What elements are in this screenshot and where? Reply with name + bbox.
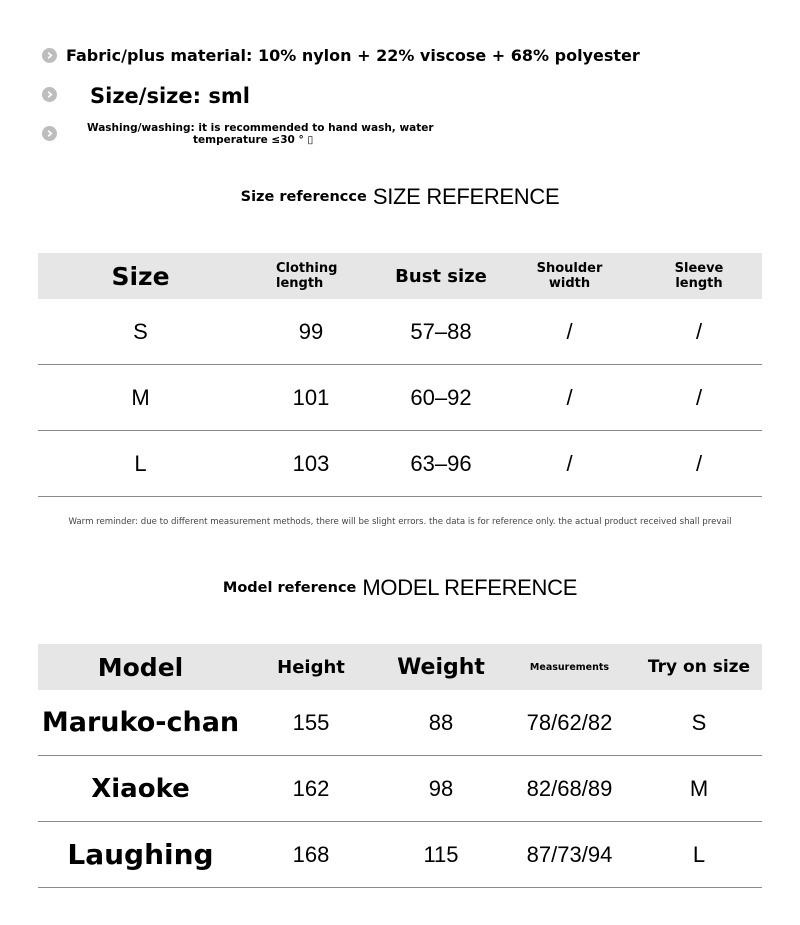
header-clothing-length-text: Clothing length (276, 261, 338, 291)
header-shoulder-width (503, 253, 636, 299)
header-weight: Weight (379, 644, 503, 690)
size-reference-title (0, 184, 800, 210)
size-table-header (38, 253, 762, 299)
model-name-cell: Xiaoke (38, 756, 243, 822)
measurements-cell: 87/73/94 (503, 822, 636, 888)
table-row (38, 431, 762, 497)
size-cell: S (38, 299, 243, 365)
warm-reminder: Warm reminder: due to different measurement methods, there will be slight errors. the data is for reference only. the actual product received shall prevail (68, 517, 732, 527)
size-spec: Size/size: sml (90, 84, 250, 108)
height-cell: 168 (243, 822, 379, 888)
bust-size-cell: 57–88 (379, 299, 503, 365)
clothing-length-cell: 101 (243, 365, 379, 431)
model-reference-title-big: MODEL REFERENCE (362, 575, 578, 600)
size-table (38, 253, 762, 497)
weight-cell: 88 (379, 690, 503, 756)
shoulder-width-cell: / (503, 299, 636, 365)
height-cell: 155 (243, 690, 379, 756)
model-table-header (38, 644, 762, 690)
size-cell: L (38, 431, 243, 497)
header-clothing-length (243, 253, 379, 299)
bust-size-cell: 63–96 (379, 431, 503, 497)
header-height: Height (243, 644, 379, 690)
measurements-cell: 82/68/89 (503, 756, 636, 822)
height-cell: 162 (243, 756, 379, 822)
measurements-cell: 78/62/82 (503, 690, 636, 756)
clothing-length-cell: 103 (243, 431, 379, 497)
washing-line-1: Washing/washing: it is recommended to hand wash, water (87, 122, 434, 134)
sleeve-length-cell: / (636, 299, 762, 365)
header-shoulder-width-text: Shoulder width (536, 261, 603, 291)
fabric-spec: Fabric/plus material: 10% nylon + 22% viscose + 68% polyester (66, 46, 640, 65)
weight-cell: 115 (379, 822, 503, 888)
chevron-right-icon (42, 87, 57, 102)
chevron-right-icon (42, 126, 57, 141)
clothing-length-cell: 99 (243, 299, 379, 365)
shoulder-width-cell: / (503, 431, 636, 497)
weight-cell: 98 (379, 756, 503, 822)
model-name-cell: Maruko-chan (38, 690, 243, 756)
chevron-right-icon (42, 48, 57, 63)
table-row (38, 690, 762, 756)
header-size: Size (38, 253, 243, 299)
size-cell: M (38, 365, 243, 431)
header-try-on-size: Try on size (636, 644, 762, 690)
model-reference-title-small: Model reference (222, 580, 357, 596)
try-on-size-cell: M (636, 756, 762, 822)
header-model: Model (38, 644, 243, 690)
header-sleeve-length-text: Sleeve length (674, 261, 724, 291)
table-row (38, 756, 762, 822)
header-measurements: Measurements (503, 644, 636, 690)
model-name-cell: Laughing (38, 822, 243, 888)
header-bust-size: Bust size (379, 253, 503, 299)
washing-spec (87, 122, 434, 146)
shoulder-width-cell: / (503, 365, 636, 431)
model-table (38, 644, 762, 888)
washing-line-2: temperature ≤30 ° ▯ (193, 134, 314, 146)
size-reference-title-big: SIZE REFERENCE (372, 184, 560, 209)
sleeve-length-cell: / (636, 431, 762, 497)
size-reference-title-small: Size referencce (240, 189, 367, 205)
sleeve-length-cell: / (636, 365, 762, 431)
model-reference-title (0, 575, 800, 601)
try-on-size-cell: S (636, 690, 762, 756)
table-row (38, 299, 762, 365)
table-row (38, 822, 762, 888)
bust-size-cell: 60–92 (379, 365, 503, 431)
try-on-size-cell: L (636, 822, 762, 888)
header-sleeve-length (636, 253, 762, 299)
table-row (38, 365, 762, 431)
